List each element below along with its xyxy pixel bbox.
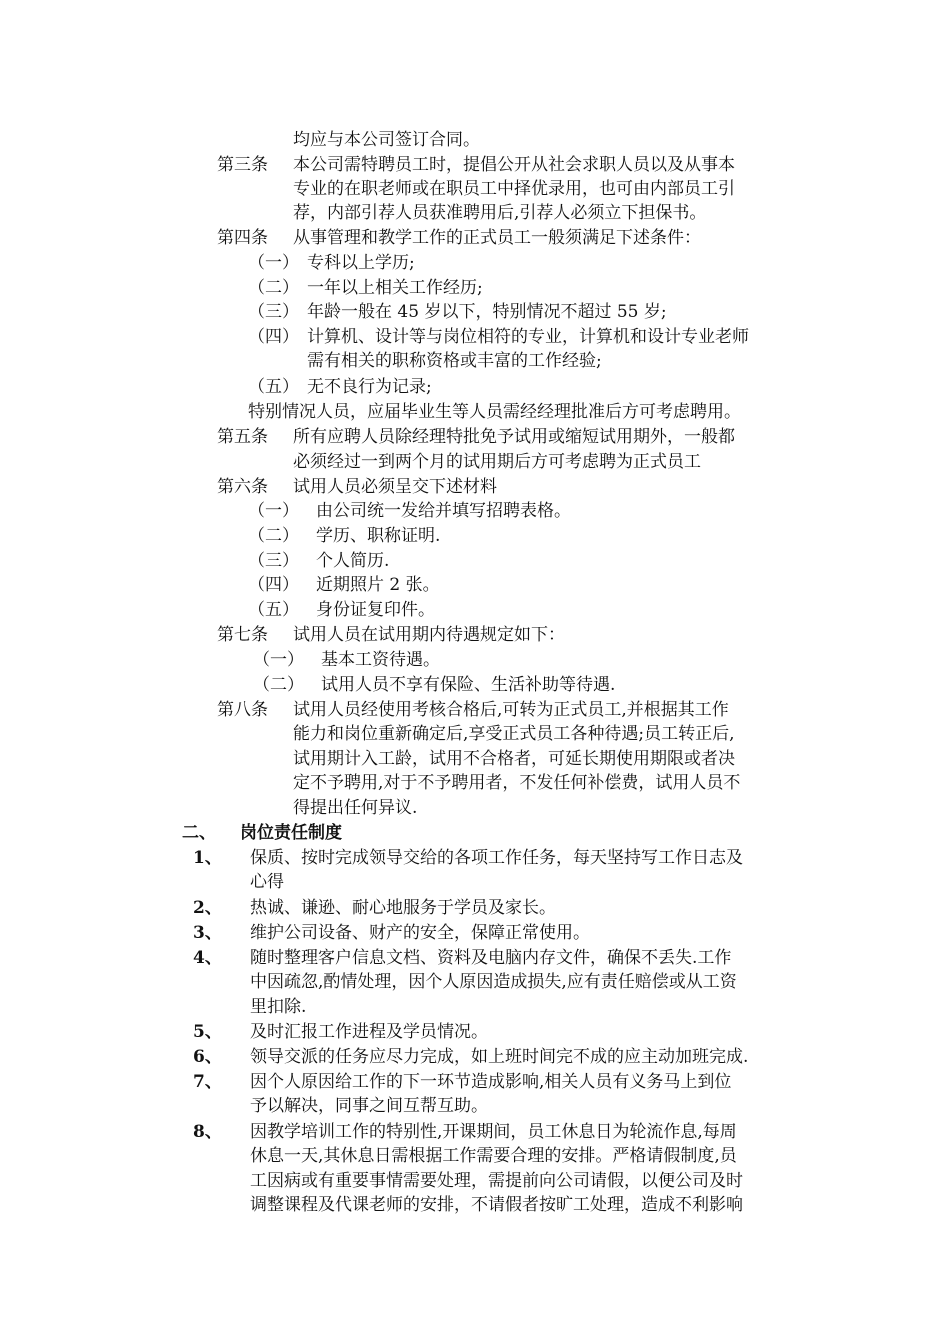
section2-title: 岗位责任制度 xyxy=(240,823,342,843)
article8-line-4: 定不予聘用,对于不予聘用者，不发任何补偿费，试用人员不 xyxy=(293,773,741,793)
article7-item-text: 试用人员不享有保险、生活补助等待遇. xyxy=(321,675,616,695)
article4-item-text: 需有相关的职称资格或丰富的工作经验; xyxy=(307,351,602,371)
duty-item-num: 8、 xyxy=(193,1122,222,1142)
article4-item-text: 专科以上学历; xyxy=(307,253,415,273)
duty-item-text: 因教学培训工作的特别性,开课期间，员工休息日为轮流作息,每周 xyxy=(250,1122,737,1142)
article5-label: 第五条 xyxy=(217,427,268,447)
duty-item-text: 热诚、谦逊、耐心地服务于学员及家长。 xyxy=(250,898,556,918)
duty-item-num: 7、 xyxy=(193,1072,222,1092)
article5-line-1: 所有应聘人员除经理特批免予试用或缩短试用期外，一般都 xyxy=(293,427,735,447)
duty-item-num: 2、 xyxy=(193,898,222,918)
article8-line-5: 得提出任何异议. xyxy=(293,798,418,818)
article6-item-text: 近期照片 2 张。 xyxy=(316,575,440,595)
duty-item-text: 休息一天,其休息日需根据工作需要合理的安排。严格请假制度,员 xyxy=(250,1146,737,1166)
duty-item-text: 心得 xyxy=(250,872,284,892)
article5-line-2: 必须经过一到两个月的试用期后方可考虑聘为正式员工 xyxy=(293,452,701,472)
article3-line-2: 专业的在职老师或在职员工中择优录用，也可由内部员工引 xyxy=(293,179,735,199)
duty-item-text: 维护公司设备、财产的安全，保障正常使用。 xyxy=(250,923,590,943)
article4-item-num: （五） xyxy=(248,377,299,397)
article6-item-num: （四） xyxy=(248,575,299,595)
article7-item-text: 基本工资待遇。 xyxy=(321,650,440,670)
article4-item-num: （四） xyxy=(248,327,299,347)
article4-text: 从事管理和教学工作的正式员工一般须满足下述条件： xyxy=(293,228,701,248)
article8-line-3: 试用期计入工龄，试用不合格者，可延长期使用期限或者决 xyxy=(293,749,735,769)
article7-label: 第七条 xyxy=(217,625,268,645)
article4-item-text: 无不良行为记录; xyxy=(307,377,432,397)
duty-item-text: 因个人原因给工作的下一环节造成影响,相关人员有义务马上到位 xyxy=(250,1072,732,1092)
duty-item-text: 工因病或有重要事情需要处理，需提前向公司请假，以便公司及时 xyxy=(250,1171,743,1191)
duty-item-num: 5、 xyxy=(193,1022,222,1042)
duty-item-num: 1、 xyxy=(193,848,222,868)
article6-item-num: （一） xyxy=(248,501,299,521)
article3-line-1: 本公司需特聘员工时，提倡公开从社会求职人员以及从事本 xyxy=(293,155,735,175)
duty-item-text: 里扣除. xyxy=(250,997,307,1017)
duty-item-text: 保质、按时完成领导交给的各项工作任务，每天坚持写工作日志及 xyxy=(250,848,743,868)
article4-item-text: 计算机、设计等与岗位相符的专业，计算机和设计专业老师 xyxy=(307,327,749,347)
article7-item-num: （二） xyxy=(253,675,304,695)
article4-item-num: （二） xyxy=(248,278,299,298)
article7-item-num: （一） xyxy=(253,650,304,670)
article8-label: 第八条 xyxy=(217,700,268,720)
duty-item-num: 6、 xyxy=(193,1047,222,1067)
article8-line-2: 能力和岗位重新确定后,享受正式员工各种待遇;员工转正后, xyxy=(293,724,735,744)
article4-label: 第四条 xyxy=(217,228,268,248)
duty-item-text: 随时整理客户信息文档、资料及电脑内存文件，确保不丢失.工作 xyxy=(250,948,732,968)
article4-note: 特别情况人员，应届毕业生等人员需经经理批准后方可考虑聘用。 xyxy=(248,402,741,422)
article6-text: 试用人员必须呈交下述材料 xyxy=(293,477,497,497)
article4-item-text: 一年以上相关工作经历; xyxy=(307,278,483,298)
article4-item-text: 年龄一般在 45 岁以下，特别情况不超过 55 岁; xyxy=(307,302,667,322)
duty-item-text: 及时汇报工作进程及学员情况。 xyxy=(250,1022,488,1042)
duty-item-num: 3、 xyxy=(193,923,222,943)
duty-item-num: 4、 xyxy=(193,948,222,968)
article6-item-num: （五） xyxy=(248,600,299,620)
article3-continuation: 均应与本公司签订合同。 xyxy=(293,130,480,150)
article6-item-text: 由公司统一发给并填写招聘表格。 xyxy=(316,501,571,521)
article8-line-1: 试用人员经使用考核合格后,可转为正式员工,并根据其工作 xyxy=(293,700,729,720)
duty-item-text: 调整课程及代课老师的安排，不请假者按旷工处理，造成不利影响 xyxy=(250,1195,743,1215)
duty-item-text: 予以解决，同事之间互帮互助。 xyxy=(250,1096,488,1116)
section2-number: 二、 xyxy=(182,823,216,843)
article7-text: 试用人员在试用期内待遇规定如下： xyxy=(293,625,565,645)
article6-item-text: 身份证复印件。 xyxy=(316,600,435,620)
article3-label: 第三条 xyxy=(217,155,268,175)
article6-label: 第六条 xyxy=(217,477,268,497)
duty-item-text: 中因疏忽,酌情处理，因个人原因造成损失,应有责任赔偿或从工资 xyxy=(250,972,737,992)
article4-item-num: （一） xyxy=(248,253,299,273)
article3-line-3: 荐，内部引荐人员获准聘用后,引荐人必须立下担保书。 xyxy=(293,203,707,223)
article6-item-text: 个人简历. xyxy=(316,551,390,571)
article4-item-num: （三） xyxy=(248,302,299,322)
article6-item-num: （三） xyxy=(248,551,299,571)
article6-item-num: （二） xyxy=(248,526,299,546)
article6-item-text: 学历、职称证明. xyxy=(316,526,441,546)
duty-item-text: 领导交派的任务应尽力完成，如上班时间完不成的应主动加班完成. xyxy=(250,1047,749,1067)
